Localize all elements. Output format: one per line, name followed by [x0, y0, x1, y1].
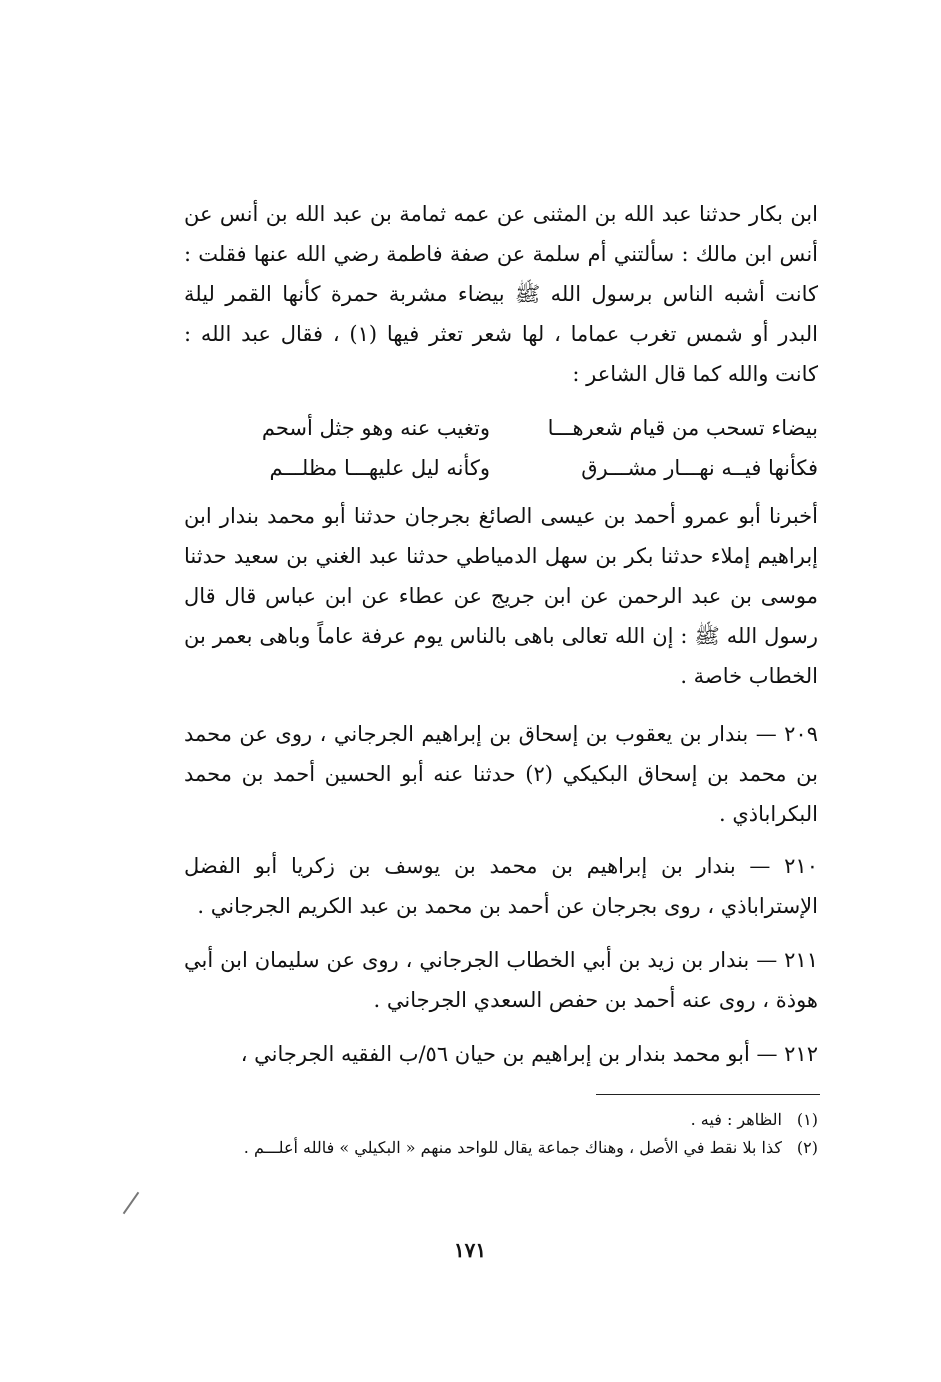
entry-210: ٢١٠ — بندار بن إبراهيم بن محمد بن يوسف بن زكريا أبو الفضل الإستراباذي ، روى بجرجان عن أحمد بن محمد بن عبد الكريم الجرجاني . — [184, 854, 818, 918]
paragraph-1: ابن بكار حدثنا عبد الله بن المثنى عن عمه ثمامة بن عبد الله بن أنس عن أنس ابن مالك : سألتني أم سلمة عن صفة فاطمة رضي الله عنها فقلت : كانت أشبه الناس برسول الله ﷺ بيضاء مشربة حمرة كأنها القمر ليلة البدر أو شمس تغرب عماما ، لها شعر تعثر فيها (١) ، فقال عبد الله : كانت والله كما قال الشاعر : — [184, 202, 818, 386]
footnote-divider — [596, 1094, 820, 1095]
paragraph-2: أخبرنا أبو عمرو أحمد بن عيسى الصائغ بجرجان حدثنا أبو محمد بندار ابن إبراهيم إملاء حدثنا بكر بن سهل الدمياطي حدثنا عبد الغني بن سعيد حدثنا موسى بن عبد الرحمن عن ابن جريج عن عطاء عن ابن عباس قال قال رسول الله ﷺ : إن الله تعالى باهى بالناس يوم عرفة عاماً وباهى بعمر بن الخطاب خاصة . — [184, 504, 818, 688]
footnote-1-text: الظاهر : فيه . — [690, 1110, 782, 1129]
footnote-2-text: كذا بلا نقط في الأصل ، وهناك جماعة يقال للواحد منهم « البكيلي » فالله أعلـــم . — [243, 1138, 782, 1157]
entry-212: ٢١٢ — أبو محمد بندار بن إبراهيم بن حيان ٥٦/ب الفقيه الجرجاني ، — [240, 1042, 818, 1066]
poem-line-1-first-hemistich: بيضاء تسحب من قيام شعرهـــا — [547, 416, 818, 440]
poem-line-2-second-hemistich: وكأنه ليل عليهـــا مظلـــم — [269, 456, 490, 480]
footnote-2 — [184, 1134, 818, 1162]
entry-209: ٢٠٩ — بندار بن يعقوب بن إسحاق بن إبراهيم الجرجاني ، روى عن محمد بن محمد بن إسحاق البكيكي (٢) حدثنا عنه أبو الحسين أحمد بن محمد البكراباذي . — [184, 722, 819, 826]
poem-line-2 — [200, 448, 818, 488]
footnote-1 — [184, 1106, 818, 1134]
footnotes — [184, 1106, 818, 1162]
poem-verses — [200, 408, 818, 488]
footnote-2-number: (٢) — [796, 1138, 818, 1157]
footnote-1-number: (١) — [796, 1110, 818, 1129]
page-number: ١٧١ — [453, 1238, 487, 1262]
poem-line-1-second-hemistich: وتغيب عنه وهو جثل أسحم — [261, 416, 490, 440]
poem-line-1 — [200, 408, 818, 448]
scan-mark — [123, 1192, 140, 1214]
entry-211: ٢١١ — بندار بن زيد بن أبي الخطاب الجرجاني ، روى عن سليمان ابن أبي هوذة ، روى عنه أحمد بن حفص السعدي الجرجاني . — [184, 948, 818, 1012]
poem-line-2-first-hemistich: فكأنها فيــه نهـــار مشـــرق — [581, 456, 818, 480]
